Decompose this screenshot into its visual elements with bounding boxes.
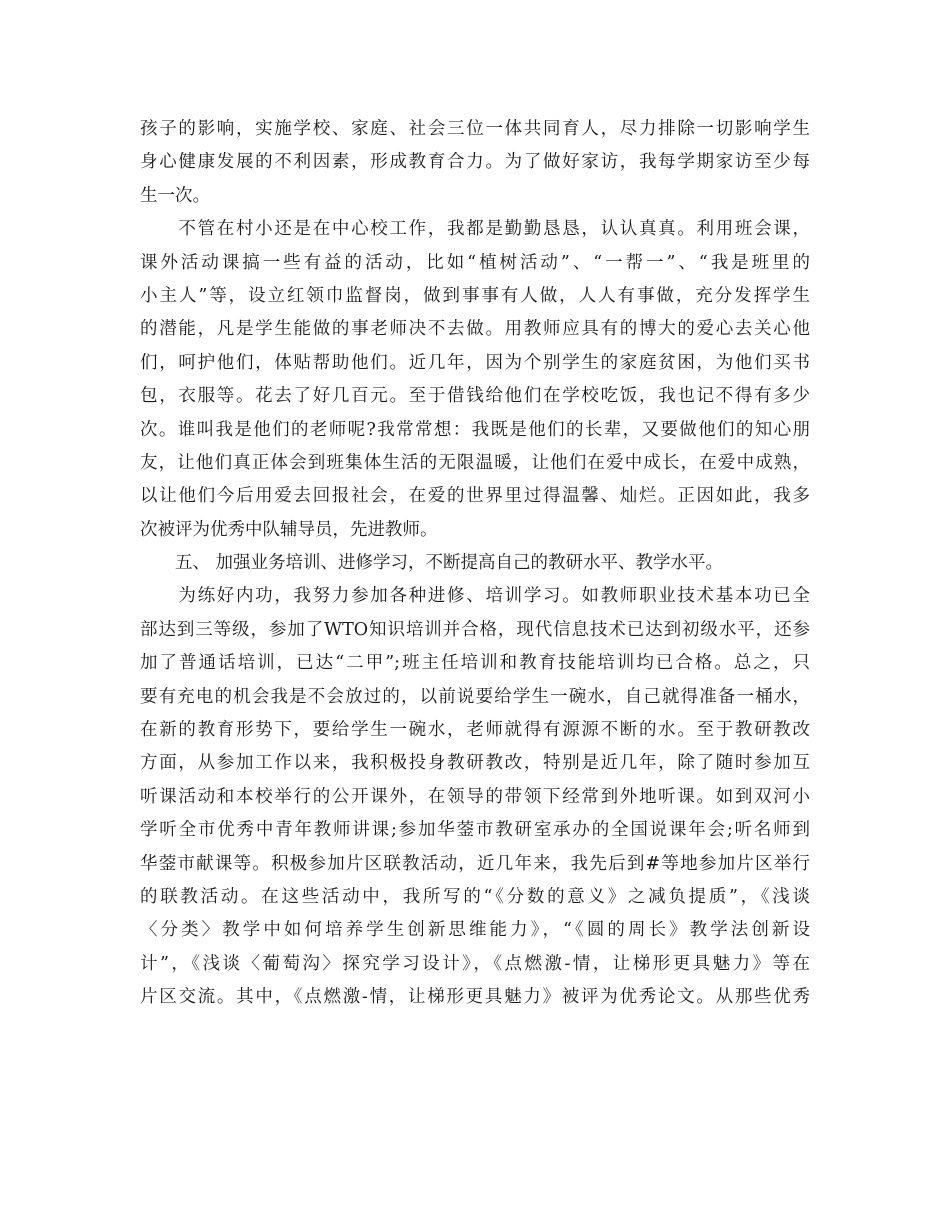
paragraph-line: 在新的教育形势下，要给学生一碗水，老师就得有源源不断的水。至于教研教改 <box>140 720 810 741</box>
paragraph-line: 方面，从参加工作以来，我积极投身教研教改，特别是近几年，除了随时参加互 <box>140 753 810 774</box>
paragraph-line: 以让他们今后用爱去回报社会，在爱的世界里过得温馨、灿烂。正因如此，我多 <box>140 486 810 507</box>
paragraph-line: 的潜能，凡是学生能做的事老师决不去做。用教师应具有的博大的爱心去关心他 <box>140 319 810 340</box>
paragraph-line: 华蓥市献课等。积极参加片区联教活动，近几年来，我先后到#等地参加片区举行 <box>140 853 810 874</box>
body-text <box>140 113 810 1015</box>
paragraph-line: 生一次。 <box>140 185 210 206</box>
paragraph-line: 不管在村小还是在中心校工作，我都是勤勤恳恳，认认真真。利用班会课， <box>140 219 810 240</box>
paragraph-line: 听课活动和本校举行的公开课外，在领导的带领下经常到外地听课。如到双河小 <box>140 786 810 807</box>
paragraph-line: 次。谁叫我是他们的老师呢?我常常想：我既是他们的长辈，又要做他们的知心朋 <box>140 419 810 440</box>
paragraph-line: 要有充电的机会我是不会放过的，以前说要给学生一碗水，自己就得准备一桶水， <box>140 686 810 707</box>
paragraph-line: 学听全市优秀中青年教师讲课;参加华蓥市教研室承办的全国说课年会;听名师到 <box>140 820 810 841</box>
paragraph-line: 计”，《浅谈〈葡萄沟〉探究学习设计》，《点燃激-情，让梯形更具魅力》等在 <box>140 953 810 974</box>
paragraph-line: 小主人”等，设立红领巾监督岗，做到事事有人做，人人有事做，充分发挥学生 <box>140 285 810 306</box>
paragraph-line: 包，衣服等。花去了好几百元。至于借钱给他们在学校吃饭，我也记不得有多少 <box>140 386 810 407</box>
paragraph-line: 友，让他们真正体会到班集体生活的无限温暖，让他们在爱中成长，在爱中成熟， <box>140 452 810 473</box>
paragraph-line: 〈分类〉教学中如何培养学生创新思维能力》，“《圆的周长》教学法创新设 <box>140 920 810 941</box>
paragraph-line: 的联教活动。在这些活动中，我所写的“《分数的意义》之减负提质”，《浅谈 <box>140 886 810 907</box>
paragraph-line: 次被评为优秀中队辅导员，先进教师。 <box>140 519 438 540</box>
paragraph-line: 五、 加强业务培训、进修学习，不断提高自己的教研水平、教学水平。 <box>140 553 724 574</box>
paragraph-line: 身心健康发展的不利因素，形成教育合力。为了做好家访，我每学期家访至少每 <box>140 152 810 173</box>
paragraph-line: 为练好内功，我努力参加各种进修、培训学习。如教师职业技术基本功已全 <box>140 586 810 607</box>
paragraph-line: 们，呵护他们，体贴帮助他们。近几年，因为个别学生的家庭贫困，为他们买书 <box>140 352 810 373</box>
paragraph-line: 课外活动课搞一些有益的活动，比如“植树活动”、“一帮一”、“我是班里的 <box>140 252 810 273</box>
paragraph-line: 部达到三等级，参加了WTO知识培训并合格，现代信息技术已达到初级水平，还参 <box>140 619 810 640</box>
paragraph-line: 孩子的影响，实施学校、家庭、社会三位一体共同育人，尽力排除一切影响学生 <box>140 119 810 139</box>
paragraph-line: 片区交流。其中，《点燃激-情，让梯形更具魅力》被评为优秀论文。从那些优秀 <box>140 987 810 1008</box>
paragraph-line: 加了普通话培训，已达“二甲”;班主任培训和教育技能培训均已合格。总之，只 <box>140 653 810 674</box>
